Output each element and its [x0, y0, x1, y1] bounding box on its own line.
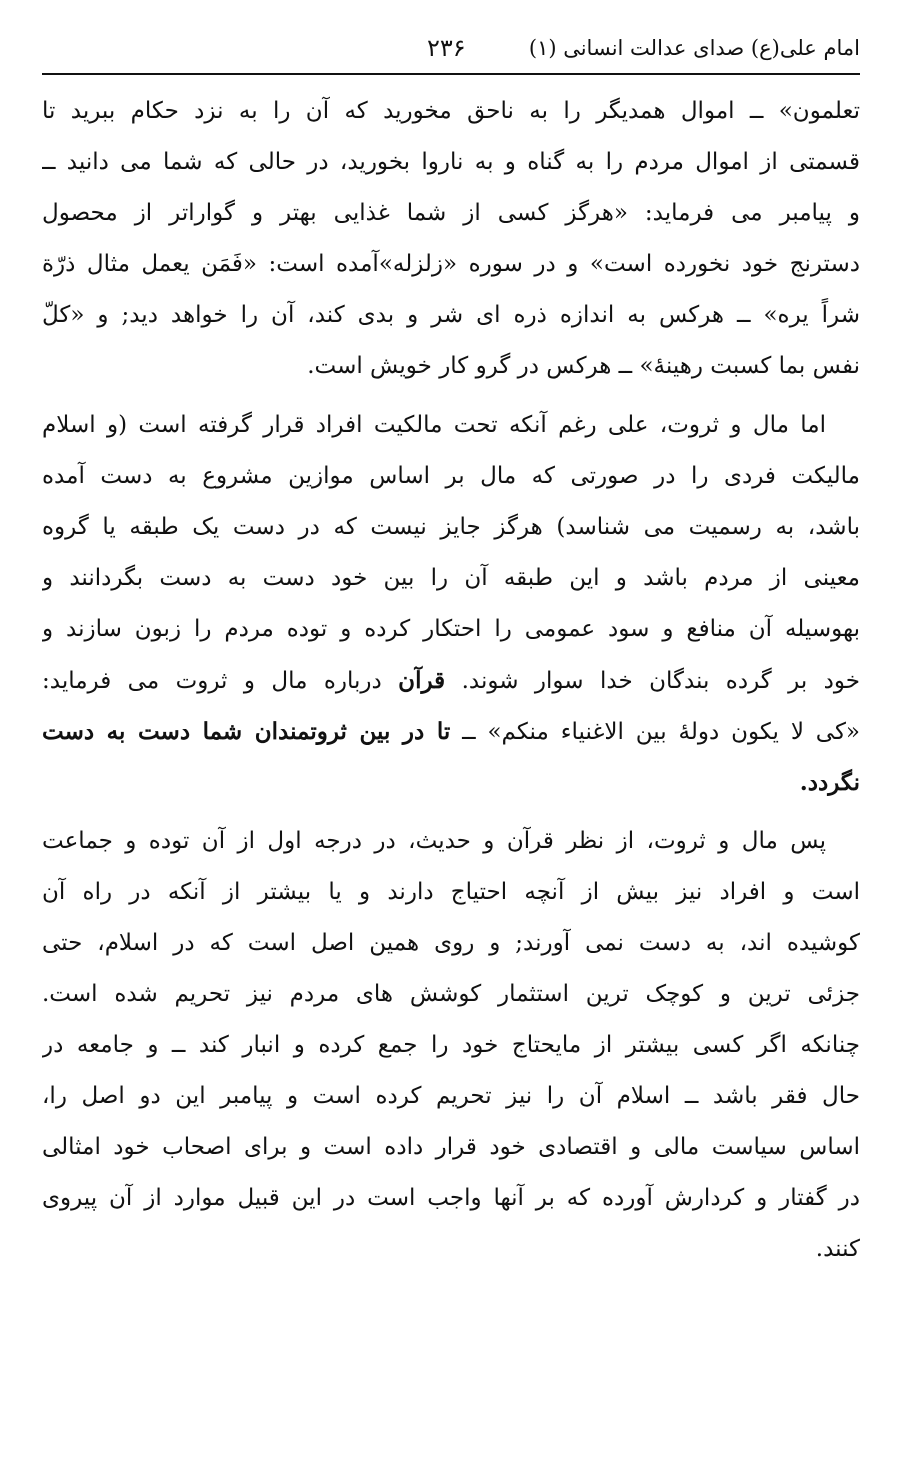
text-line: چنانکه اگر کسی بیشتر از مایحتاج خود را جمع کرده و انبار کند ــ و جامعه در [42, 1032, 860, 1058]
paragraph-2 [42, 400, 860, 808]
quran-quote: «کی لا یکون دولهٔ بین الاغنیاء منکم» ــ [450, 719, 860, 745]
text-line: جزئی ترین و کوچک ترین استثمار کوشش های مردم نیز تحریم شده است. [42, 981, 860, 1007]
text-line: نگردد. [799, 769, 860, 796]
text-line: و پیامبر می فرماید: «هرگز کسی از شما غذایی بهتر و گواراتر از محصول [42, 200, 860, 226]
text-line: قسمتی از اموال مردم را به گناه و به ناروا بخورید، در حالی که شما می دانید ــ [42, 149, 860, 175]
page-number: ۲۳۶ [427, 34, 466, 62]
header-rule [42, 73, 860, 75]
text-line-mixed [42, 706, 860, 757]
text-line: کنند. [815, 1236, 860, 1262]
text-line: کوشیده اند، به دست نمی آورند; و روی همین اصل است که در اسلام، حتی [42, 930, 860, 956]
text-line: اساس سیاست مالی و اقتصادی خود قرار داده است و برای اصحاب خود امثالی [42, 1134, 860, 1160]
text-line: دسترنج خود نخورده است» و در سوره «زلزله»آمده است: «فَمَن یعمل مثال ذرّة [42, 251, 860, 277]
text-line: شراً یره» ــ هرکس به اندازه ذره ای شر و بدی کند، آن را خواهد دید; و «کلّ [42, 302, 860, 328]
bold-word: قرآن [398, 667, 446, 694]
body-text [42, 86, 860, 1275]
text-line: مالیکت فردی را در صورتی که مال بر اساس موازین مشروع به دست آمده [42, 463, 860, 489]
book-title: امام علی(ع) صدای عدالت انسانی (۱) [528, 36, 860, 60]
text-line: نفس بما کسبت رهینهٔ» ــ هرکس در گرو کار خویش است. [307, 353, 860, 379]
text-line: حال فقر باشد ــ اسلام آن را نیز تحریم کرده است و پیامبر این دو اصل را، [42, 1083, 860, 1109]
text-line: بهوسیله آن منافع و سود عمومی را احتکار کرده و توده مردم را زبون سازند و [42, 616, 860, 642]
text-line-mixed [42, 655, 860, 706]
line-text: خود بر گرده بندگان خدا سوار شوند. [461, 668, 860, 694]
text-line: در گفتار و کردارش آورده که بر آنها واجب است در این قبیل موارد از آن پیروی [42, 1185, 860, 1211]
text-line: پس مال و ثروت، از نظر قرآن و حدیث، در درجه اول از آن توده و جماعت [42, 828, 826, 854]
line-text: درباره مال و ثروت می فرماید: [42, 668, 399, 694]
text-line: اما مال و ثروت، علی رغم آنکه تحت مالکیت افراد قرار گرفته است (و اسلام [42, 412, 826, 438]
text-line: معینی از مردم باشد و این طبقه آن را بین خود دست به دست بگردانند و [42, 565, 860, 591]
text-line: باشد، به رسمیت می شناسد) هرگز جایز نیست که در دست یک طبقه یا گروه [42, 514, 860, 540]
text-line: است و افراد نیز بیش از آنچه احتیاج دارند و یا بیشتر از آنکه در راه آن [42, 879, 860, 905]
bold-translation: تا در بین ثروتمندان شما دست به دست [42, 718, 451, 745]
running-header [42, 30, 860, 70]
text-line: تعلمون» ــ اموال همدیگر را به ناحق مخورید که آن را به نزد حکام ببرید تا [42, 98, 860, 124]
paragraph-1 [42, 86, 860, 392]
paragraph-3 [42, 816, 860, 1275]
